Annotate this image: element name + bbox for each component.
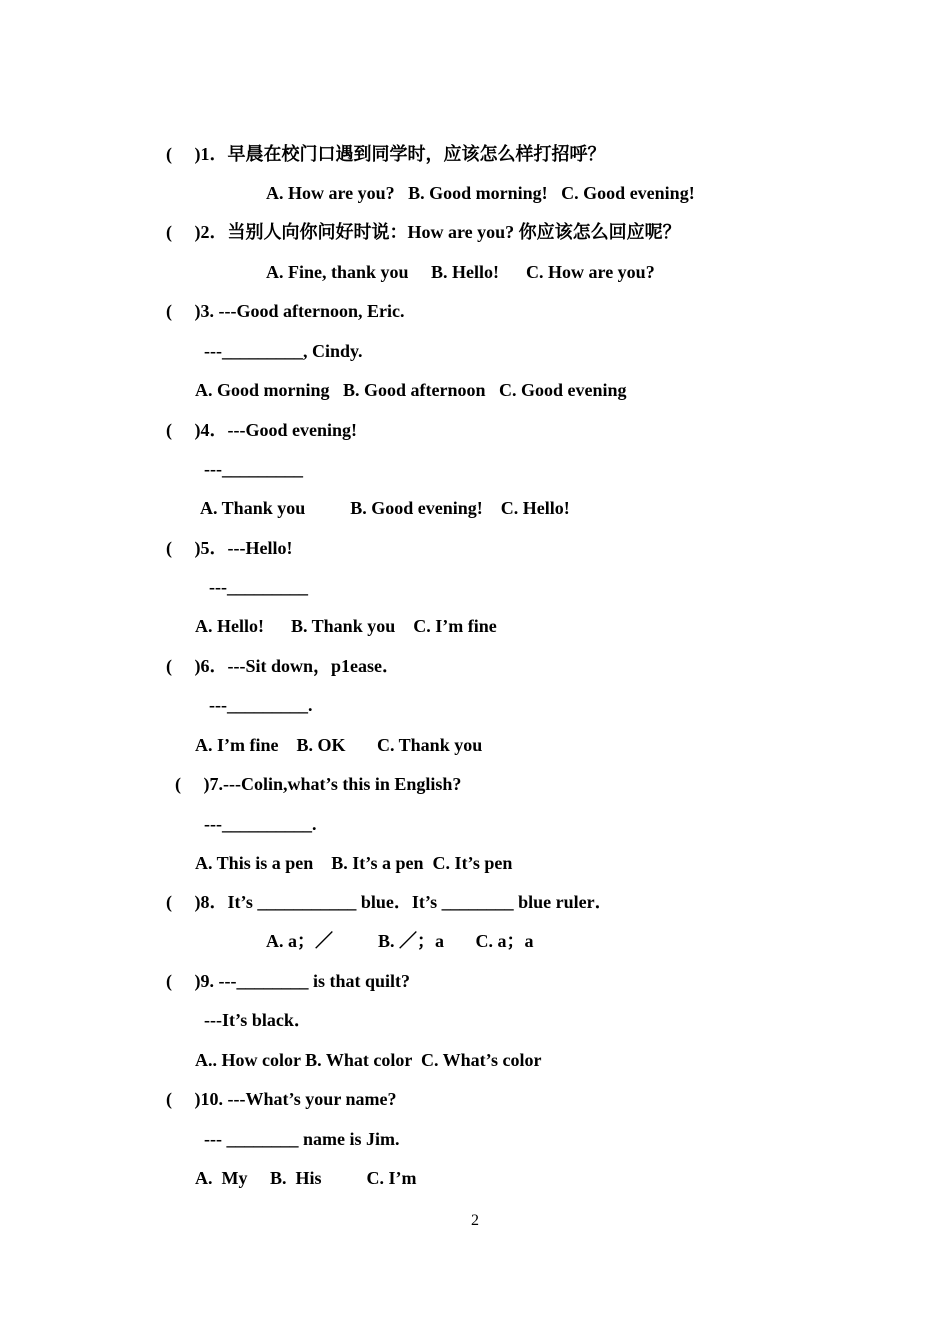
question-1-stem: ( )1．早晨在校门口遇到同学时，应该怎么样打招呼？: [166, 144, 606, 164]
question-8-stem: ( )8．It’s ___________ blue．It’s ________ blue ruler．: [166, 892, 613, 912]
question-7-answer-line: ---__________.: [204, 814, 317, 834]
question-5-stem: ( )5．---Hello!: [166, 538, 293, 558]
question-9-options: A.. How color B. What color C. What’s color: [195, 1050, 542, 1070]
question-2-stem: ( )2．当别人向你问好时说：How are you? 你应该怎么回应呢？: [166, 222, 681, 242]
question-2-options: A. Fine, thank you B. Hello! C. How are you?: [266, 262, 655, 282]
question-3-stem: ( )3. ---Good afternoon, Eric.: [166, 301, 405, 321]
question-3-options: A. Good morning B. Good afternoon C. Good evening: [195, 380, 627, 400]
question-8-options: A. a；／ B. ／；a C. a；a: [266, 931, 534, 951]
question-3-answer-line: ---_________, Cindy.: [204, 341, 363, 361]
question-4-options: A. Thank you B. Good evening! C. Hello!: [200, 498, 570, 518]
question-1-options: A. How are you? B. Good morning! C. Good evening!: [266, 183, 695, 203]
question-5-options: A. Hello! B. Thank you C. I’m fine: [195, 616, 497, 636]
question-6-options: A. I’m fine B. OK C. Thank you: [195, 735, 483, 755]
question-10-options: A. My B. His C. I’m: [195, 1168, 417, 1188]
question-7-options: A. This is a pen B. It’s a pen C. It’s pen: [195, 853, 513, 873]
question-10-answer-line: --- ________ name is Jim.: [204, 1129, 400, 1149]
question-6-answer-line: ---_________.: [209, 695, 313, 715]
page-number: 2: [471, 1212, 479, 1229]
question-4-answer-line: ---_________: [204, 459, 303, 479]
question-9-stem: ( )9. ---________ is that quilt?: [166, 971, 410, 991]
question-10-stem: ( )10. ---What’s your name?: [166, 1089, 397, 1109]
question-6-stem: ( )6．---Sit down，p1ease．: [166, 656, 400, 676]
question-5-answer-line: ---_________: [209, 577, 308, 597]
question-7-stem: ( )7.---Colin,what’s this in English?: [175, 774, 462, 794]
question-4-stem: ( )4．---Good evening!: [166, 420, 357, 440]
question-9-answer-line: ---It’s black．: [204, 1010, 312, 1030]
